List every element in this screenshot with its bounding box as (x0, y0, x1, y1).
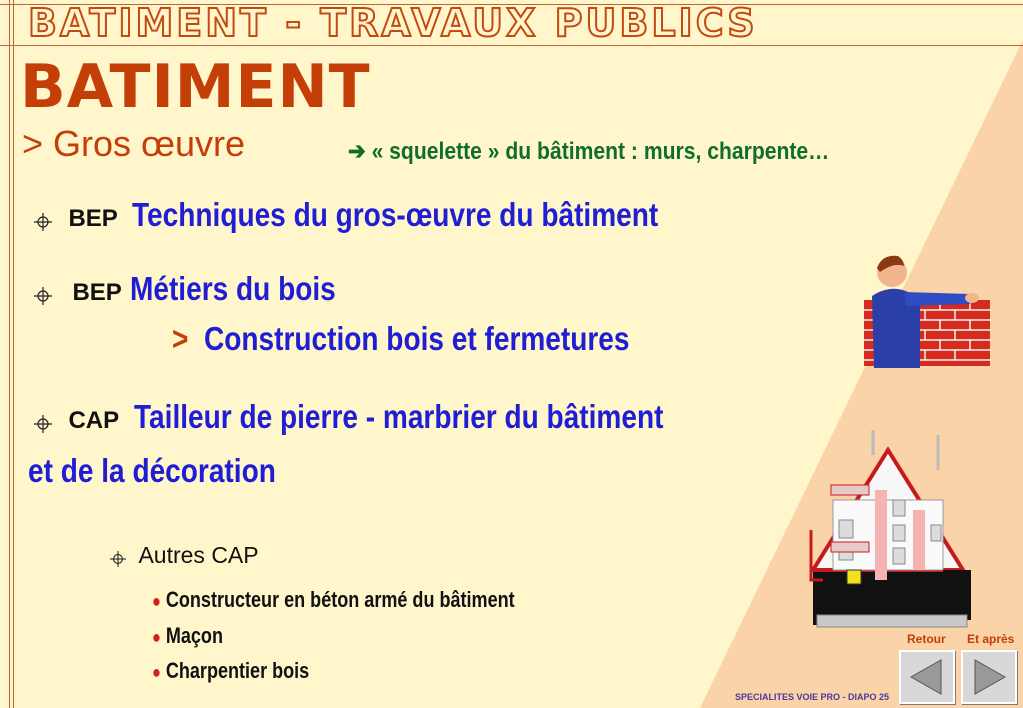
mason-illustration (860, 250, 990, 370)
left-rule-inner (13, 0, 14, 708)
triangle-right-icon (963, 652, 1015, 702)
triangle-left-icon (901, 652, 953, 702)
footer-slide-number: SPECIALITES VOIE PRO - DIAPO 25 (735, 692, 890, 702)
diploma-kind: BEP (68, 205, 118, 232)
crosshair-bullet-icon (34, 213, 52, 231)
list-item: ● Maçon (152, 623, 223, 648)
diploma-entry (34, 196, 751, 234)
crosshair-bullet-icon (34, 287, 52, 305)
next-button[interactable] (961, 650, 1017, 704)
subtitle: > Gros œuvre (22, 123, 246, 164)
subtitle-description (348, 137, 829, 166)
subtitle-desc-text: « squelette » du bâtiment : murs, charpente… (371, 138, 830, 165)
back-button[interactable] (899, 650, 955, 704)
diploma-entry (34, 270, 372, 308)
page-title: BATIMENT (20, 52, 371, 122)
option-prefix: > (172, 320, 189, 357)
option-title[interactable]: Construction bois et fermetures (203, 320, 630, 357)
diploma-option (172, 320, 704, 358)
red-dot-icon: ● (152, 627, 161, 647)
back-label: Retour (907, 632, 946, 646)
left-rule (9, 0, 10, 708)
red-dot-icon: ● (152, 662, 161, 682)
diploma-kind: BEP (72, 279, 122, 306)
diploma-entry (34, 398, 756, 436)
list-item: ● Charpentier bois (152, 658, 310, 683)
crosshair-bullet-icon (34, 415, 52, 433)
diploma-continuation (28, 452, 320, 490)
crosshair-bullet-icon (110, 551, 126, 567)
diploma-title[interactable]: Métiers du bois (130, 270, 337, 307)
arrow-right-icon: ➔ (348, 138, 366, 165)
house-illustration (793, 430, 983, 630)
other-cap-label: Autres CAP (138, 542, 259, 568)
diploma-title[interactable]: Techniques du gros-œuvre du bâtiment (132, 196, 659, 233)
other-cap-heading (110, 542, 259, 569)
diploma-kind: CAP (68, 407, 120, 434)
red-dot-icon: ● (152, 591, 161, 611)
list-item: ● Constructeur en béton armé du bâtiment (152, 587, 515, 612)
diploma-title[interactable]: Tailleur de pierre - marbrier du bâtiment (133, 398, 664, 435)
banner-title: BATIMENT - TRAVAUX PUBLICS (28, 1, 758, 45)
next-label: Et après (967, 632, 1015, 646)
diploma-title-continuation[interactable]: et de la décoration (28, 452, 276, 489)
banner-rule (0, 45, 1023, 46)
